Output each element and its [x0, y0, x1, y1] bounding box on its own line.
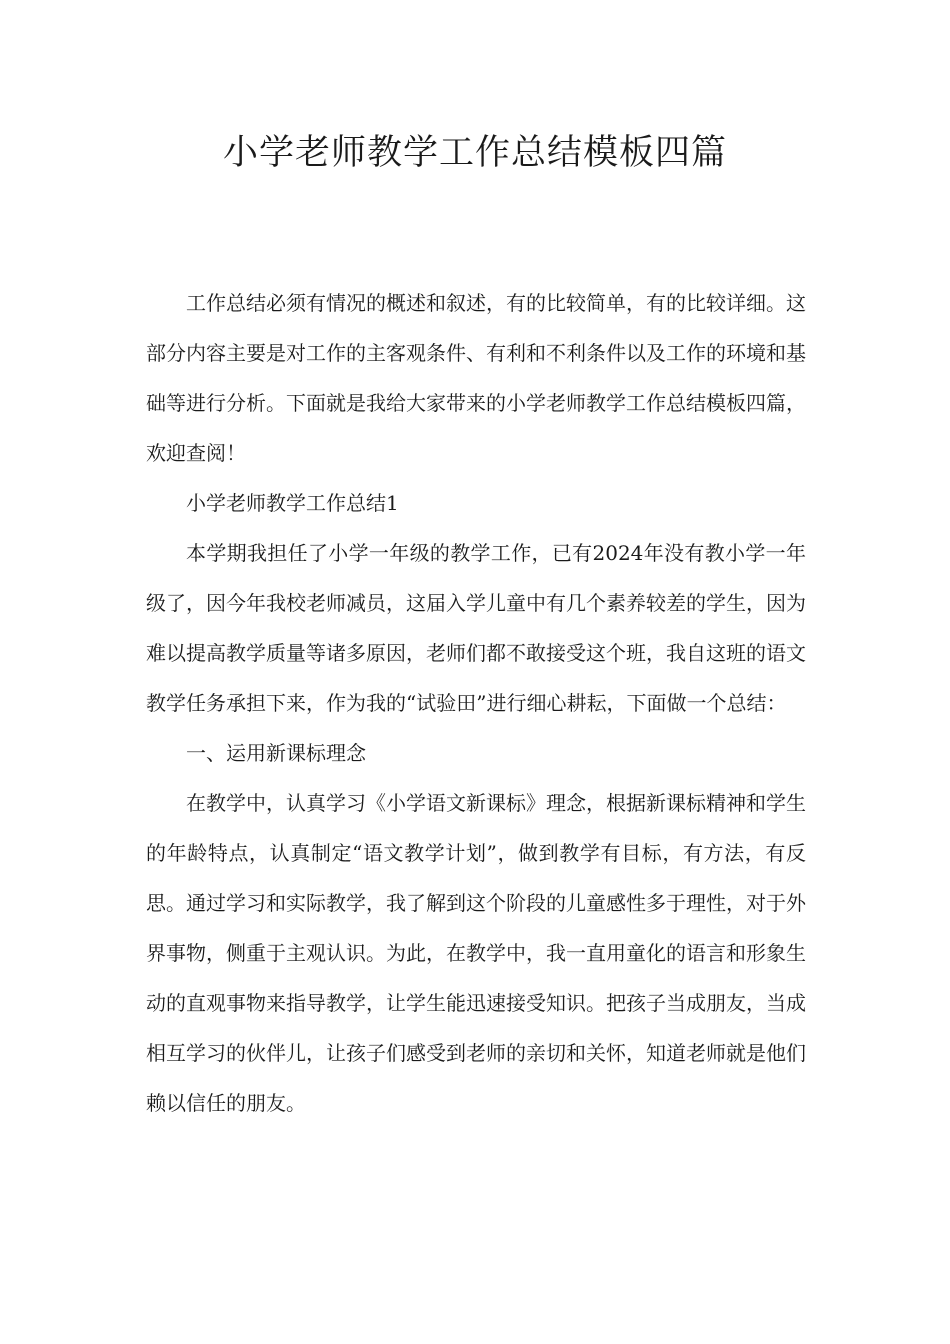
- summary-1-paragraph: 本学期我担任了小学一年级的教学工作，已有2024年没有教小学一年级了，因今年我校老师减员，这届入学儿童中有几个素养较差的学生，因为难以提高教学质量等诸多原因，老师们都不敢接受这个班，我自这班的语文教学任务承担下来，作为我的“试验田”进行细心耕耘，下面做一个总结：: [146, 541, 806, 715]
- subsection-heading-1: 一、运用新课标理念: [186, 741, 366, 765]
- section-heading-summary-1: 小学老师教学工作总结1: [186, 491, 399, 515]
- page-title: 小学老师教学工作总结模板四篇: [222, 133, 727, 173]
- intro-paragraph: 工作总结必须有情况的概述和叙述，有的比较简单，有的比较详细。这部分内容主要是对工作的主客观条件、有利和不利条件以及工作的环境和基础等进行分析。下面就是我给大家带来的小学老师教学工作总结模板四篇，欢迎查阅！: [146, 291, 806, 465]
- document-body: [146, 278, 806, 1128]
- subsection-1-paragraph: 在教学中，认真学习《小学语文新课标》理念，根据新课标精神和学生的年龄特点，认真制定“语文教学计划”，做到教学有目标，有方法，有反思。通过学习和实际教学，我了解到这个阶段的儿童感性多于理性，对于外界事物，侧重于主观认识。为此，在教学中，我一直用童化的语言和形象生动的直观事物来指导教学，让学生能迅速接受知识。把孩子当成朋友，当成相互学习的伙伴儿，让孩子们感受到老师的亲切和关怀，知道老师就是他们赖以信任的朋友。: [146, 791, 806, 1115]
